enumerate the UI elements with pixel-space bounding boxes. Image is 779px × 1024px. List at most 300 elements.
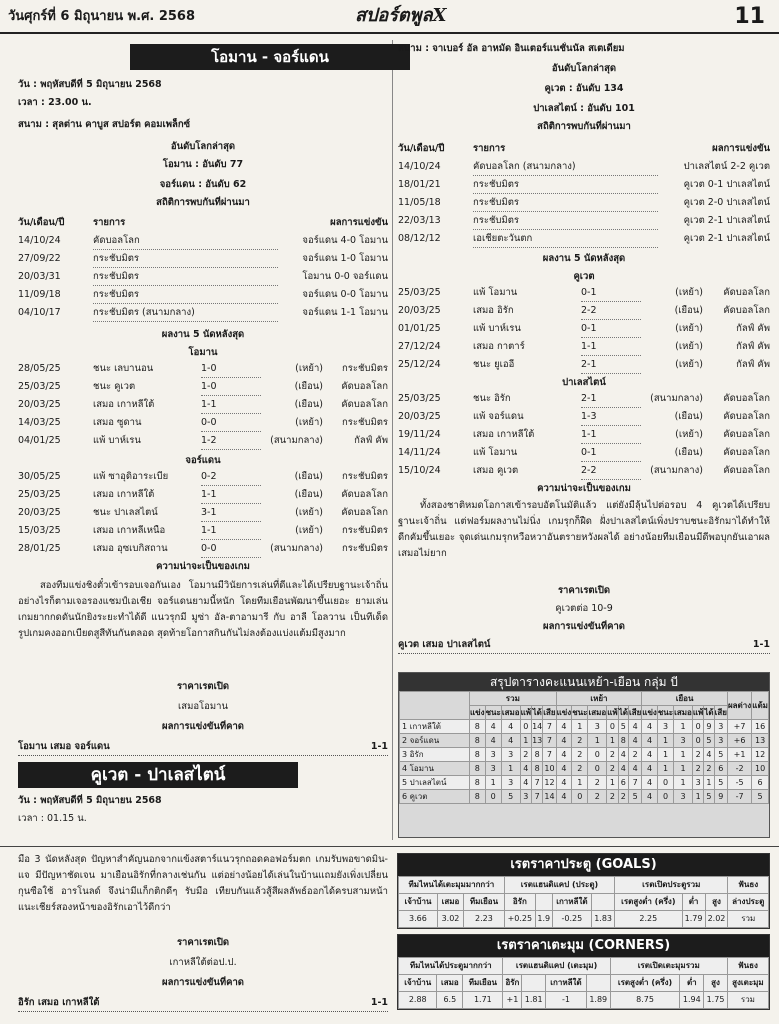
form-opponent: แพ้ จอร์แดน (473, 411, 524, 422)
form-opponent: แพ้ โอมาน (473, 447, 518, 458)
stat-cell: 4 (501, 720, 520, 734)
form-score: 1-1 (201, 396, 261, 414)
odds-sub-head: อิรัก (504, 894, 535, 911)
form-competition: กัลฟ์ คัพ (736, 359, 770, 370)
prediction (18, 738, 388, 756)
sub-head: เสีย (714, 706, 727, 720)
form-date: 25/03/25 (18, 381, 61, 392)
form-competition: กัลฟ์ คัพ (354, 435, 388, 446)
form-venue: (เยือน) (674, 447, 703, 458)
h2h-row (398, 158, 770, 176)
form-venue: (เยือน) (294, 399, 323, 410)
table-row (400, 762, 769, 776)
table-row (400, 790, 769, 804)
form-date: 20/03/25 (18, 399, 61, 410)
rank-title: อันดับโลกล่าสุด (170, 141, 236, 152)
form-opponent: แพ้ ซาอุดิอาระเบีย (93, 471, 169, 482)
goals-title: เรตราคาประตู (GOALS) (398, 854, 769, 876)
form-venue: (สนามกลาง) (650, 393, 703, 404)
form-score: 1-0 (201, 378, 261, 396)
odds-group-head: เรตแฮนดิแคป (เตะมุม) (503, 958, 610, 975)
odds-cell: 6.5 (437, 992, 463, 1009)
stat-cell: 7 (543, 748, 556, 762)
form-score: 3-1 (201, 504, 261, 522)
stat-cell: 1 (704, 776, 714, 790)
prediction-title: ผลการแข่งขันที่คาด (162, 721, 244, 732)
h2h-competition: คัดบอลโลก (สนามกลาง) (473, 158, 658, 176)
form-venue: (เหย้า) (295, 363, 323, 374)
team-name: 6 คูเวต (400, 790, 470, 804)
form-date: 20/03/25 (398, 411, 441, 422)
stat-cell: -5 (727, 776, 751, 790)
h2h-header (18, 214, 388, 232)
h2h-head-comp: รายการ (93, 217, 126, 228)
group-head: รวม (470, 692, 557, 706)
h2h-competition: กระชับมิตร (473, 212, 658, 230)
form-score: 1-2 (201, 432, 261, 450)
h2h-result: จอร์แดน 1-1 โอมาน (302, 307, 388, 318)
odds-title: ราคาเรตเปิด (176, 681, 230, 692)
h2h-result: คูเวต 0-1 ปาเลสไตน์ (683, 179, 770, 190)
stat-cell: 4 (556, 790, 572, 804)
prediction-score: 1-1 (370, 741, 388, 752)
stat-cell: 3 (520, 790, 531, 804)
issue-date: วันศุกร์ที่ 6 มิถุนายน พ.ศ. 2568 (8, 9, 196, 24)
form-score: 2-1 (581, 356, 641, 374)
form-score: 2-2 (581, 462, 641, 480)
odds-sub-head (592, 894, 615, 911)
stat-cell: 6 (752, 776, 769, 790)
stat-cell: 3 (674, 734, 693, 748)
form-venue: (เหย้า) (295, 525, 323, 536)
stat-cell: 4 (628, 720, 641, 734)
stat-cell: 7 (532, 790, 543, 804)
form-venue: (เยือน) (674, 411, 703, 422)
h2h-result: จอร์แดน 1-0 โอมาน (302, 253, 388, 264)
odds-cell: 2.23 (464, 911, 505, 928)
form-venue: (สนามกลาง) (270, 543, 323, 554)
h2h-date: 22/03/13 (398, 215, 441, 226)
stat-cell: 2 (520, 748, 531, 762)
form-competition: คัดบอลโลก (341, 489, 388, 500)
odds-row (399, 992, 769, 1009)
stat-cell: 8 (470, 734, 486, 748)
stat-cell: 8 (532, 762, 543, 776)
form-row (18, 378, 388, 396)
odds-cell: 1.89 (586, 992, 610, 1009)
h2h-date: 18/01/21 (398, 179, 441, 190)
stat-cell: 2 (618, 790, 628, 804)
stat-cell: 12 (543, 776, 556, 790)
stat-cell: 0 (588, 748, 607, 762)
stat-cell: 4 (628, 734, 641, 748)
stat-cell: 0 (657, 790, 673, 804)
sub-head: แข่ง (470, 706, 486, 720)
h2h-competition: กระชับมิตร (473, 194, 658, 212)
stat-cell: 0 (485, 790, 501, 804)
odds-group-head: เรตเปิดเตะมุมรวม (610, 958, 727, 975)
form-row (398, 302, 770, 320)
page-header (0, 0, 779, 34)
group-head: เยือน (642, 692, 728, 706)
form-score: 0-2 (201, 468, 261, 486)
h2h-result: คูเวต 2-1 ปาเลสไตน์ (683, 233, 770, 244)
stat-cell: 1 (657, 748, 673, 762)
corners-title: เรตราคาเตะมุม (CORNERS) (398, 935, 769, 957)
form-score: 1-3 (581, 408, 641, 426)
odds-sub-head: เสมอ (437, 894, 463, 911)
stat-cell: 4 (618, 748, 628, 762)
form-row (398, 444, 770, 462)
rank-1-kuwait: คูเวต : อันดับ 134 (544, 83, 624, 94)
odds-sub-head: สูง (705, 894, 728, 911)
stat-cell: 1 (692, 790, 703, 804)
form-list-b-kuwait (398, 390, 770, 480)
stat-cell: 2 (588, 776, 607, 790)
stat-cell: 10 (752, 762, 769, 776)
sub-head: ชนะ (485, 706, 501, 720)
stat-cell: 4 (485, 734, 501, 748)
h2h-list (18, 232, 388, 322)
stat-cell: 4 (642, 720, 658, 734)
logo: สปอร์ตพูลX (355, 5, 447, 26)
sub-head: ได้ (532, 706, 543, 720)
h2h-competition: กระชับมิตร (93, 268, 278, 286)
stat-cell: 1 (657, 734, 673, 748)
stat-cell: 4 (642, 776, 658, 790)
odds-cell: 1.81 (522, 992, 546, 1009)
form-competition: คัดบอลโลก (723, 429, 770, 440)
stat-cell: 5 (618, 720, 628, 734)
odds-cell: 8.75 (610, 992, 680, 1009)
form-score: 2-1 (581, 390, 641, 408)
stat-cell: 3 (657, 720, 673, 734)
form-date: 25/03/25 (398, 287, 441, 298)
form-row (398, 320, 770, 338)
stat-cell: 1 (674, 748, 693, 762)
sub-head: เสมอ (588, 706, 607, 720)
stat-cell: 1 (607, 776, 618, 790)
stat-cell: 3 (674, 790, 693, 804)
odds-value: เสมอโอมาน (178, 701, 228, 712)
stat-cell: 14 (543, 790, 556, 804)
stat-cell: 3 (588, 720, 607, 734)
stat-cell: 4 (556, 762, 572, 776)
odds-cell: -0.25 (552, 911, 591, 928)
iraq-korea-text: มือ 3 นัดหลังสุด ปัญหาสำคัญนอกจากแข้งสตาร์แนวรุกถอดคอฟอร์มตก เกมรับพอขาดมิน-แจ มีปัญหาชัดเจน มาเยือนอิรักที่กลางเช่นกัน แต่อย่างน้อยได้เล่นในบ้านแถมยังเพิ่งเปลี่ยนกุนซือใช้ อารโนลด์ จึงน่ามีแก็กติกดีๆ รับมือ เทียบกันแล้วสู้สีผลลัพธ์ออกได้ครบสามหน้า แนะเชียร์สองหน้าของอิรักเอาไว้ดีกว่า (18, 854, 388, 913)
form-competition: กระชับมิตร (342, 543, 388, 554)
form-date: 01/01/25 (398, 323, 441, 334)
h2h-result: โอมาน 0-0 จอร์แดน (302, 271, 388, 282)
sub-head: ได้ (618, 706, 628, 720)
h2h-list-kuwait (398, 158, 770, 248)
form-date: 15/10/24 (398, 465, 441, 476)
form-score: 1-1 (581, 338, 641, 356)
odds-row (399, 911, 769, 928)
odds-sub-head: เกาหลีใต้ (552, 894, 591, 911)
match-title-kuwait: คูเวต - ปาเลสไตน์ (18, 762, 298, 788)
form-row (18, 504, 388, 522)
table-row (400, 720, 769, 734)
odds-cell: 1.79 (682, 911, 705, 928)
form-row (18, 414, 388, 432)
prediction-kuwait (398, 636, 770, 654)
stat-cell: 2 (572, 734, 588, 748)
stat-cell: 3 (501, 748, 520, 762)
team-name: 2 จอร์แดน (400, 734, 470, 748)
stat-cell: 5 (501, 790, 520, 804)
stat-cell: 2 (572, 748, 588, 762)
stat-cell: 7 (628, 776, 641, 790)
odds-cell: 1.9 (535, 911, 552, 928)
stat-cell: 5 (704, 790, 714, 804)
stat-cell: 9 (714, 790, 727, 804)
h2h-row (398, 212, 770, 230)
odds-cell: 2.25 (615, 911, 683, 928)
stat-cell: 2 (607, 762, 618, 776)
odds-sub-head: เจ้าบ้าน (399, 975, 437, 992)
stat-cell: 4 (704, 748, 714, 762)
h2h-date: 14/10/24 (18, 235, 61, 246)
odds-sub-head: สูง (704, 975, 728, 992)
h2h-head-result: ผลการแข่งขัน (712, 143, 770, 154)
h2h-date: 11/09/18 (18, 289, 61, 300)
odds-sub-head: เสมอ (437, 975, 463, 992)
h2h-head-date: วัน/เดือน/ปี (18, 217, 65, 228)
odds-sub-head: เกาหลีใต้ (546, 975, 587, 992)
team-name: 4 โอมาน (400, 762, 470, 776)
h2h-competition: เอเชียตะวันตก (473, 230, 658, 248)
form-opponent: เสมอ คูเวต (473, 465, 519, 476)
stat-cell: 3 (485, 762, 501, 776)
form-opponent: ชนะ อิรัก (473, 393, 511, 404)
match-iraq-korea (18, 852, 388, 1012)
stat-cell: 4 (642, 748, 658, 762)
stat-cell: 6 (714, 762, 727, 776)
prediction-score: 1-1 (752, 639, 770, 650)
h2h-row (398, 230, 770, 248)
stat-cell: +7 (727, 720, 751, 734)
sub-head: แพ้ (520, 706, 531, 720)
form-date: 20/03/25 (398, 305, 441, 316)
form-row (398, 284, 770, 302)
h2h-title-kuwait: สถิติการพบกันที่ผ่านมา (537, 121, 631, 132)
stat-cell: 10 (543, 762, 556, 776)
form-date: 25/03/25 (398, 393, 441, 404)
sub-head: เสมอ (674, 706, 693, 720)
odds-title-iraq: ราคาเรตเปิด (176, 937, 230, 948)
h2h-date: 20/03/31 (18, 271, 61, 282)
odds-group-head: เรตเปิดประตูรวม (615, 877, 728, 894)
form-opponent: แพ้ โอมาน (473, 287, 518, 298)
stat-cell: 4 (556, 734, 572, 748)
stat-cell: 2 (607, 748, 618, 762)
analysis-text: สองทีมแข่งชิงตั๋วเข้ารอบเจอกันเอง โอมานมีวินัยการเล่นที่ดีและได้เปรียบฐานะเจ้าถิ่น อย่างไรก็ตามเจอรองแชมป์เอเชีย จอร์แดนยามนี้หนัก โดยทีมเยือนพัฒนาขึ้นเยอะ ยามเล่นเกมยากกดดันนักยิงระยะทำได้ดี แนวรุกมี มูซ่า อัล-ตาอามารี กับ อาลี โอลวาน เป็นทีเด็ด รูปเกมคงออกเบียดสูสีทันกันตลอด สุดท้ายโอกาสกินกันไม่ลงต้องแบ่งแต้มมีสูงมาก (18, 580, 388, 639)
stat-cell: 1 (674, 776, 693, 790)
odds-sub-head: เจ้าบ้าน (399, 894, 438, 911)
form-score: 0-1 (581, 444, 641, 462)
last5-title-kuwait: ผลงาน 5 นัดหลังสุด (542, 253, 626, 264)
odds-sub-head: ทีมเยือน (463, 975, 503, 992)
stat-cell: 2 (588, 790, 607, 804)
h2h-competition: กระชับมิตร (93, 250, 278, 268)
form-score: 1-0 (201, 360, 261, 378)
h2h-date: 27/09/22 (18, 253, 61, 264)
stat-cell: 8 (470, 762, 486, 776)
stat-cell: 2 (704, 762, 714, 776)
h2h-row (18, 286, 388, 304)
stat-cell: 0 (520, 720, 531, 734)
form-competition: กระชับมิตร (342, 417, 388, 428)
stat-cell: 1 (572, 720, 588, 734)
odds-cell: 3.02 (437, 911, 463, 928)
match-day-kuwait: วัน : พฤหัสบดีที่ 5 มิถุนายน 2568 (18, 795, 162, 806)
stat-cell: 13 (532, 734, 543, 748)
form-opponent: เสมอ เกาหลีเหนือ (93, 525, 166, 536)
stat-cell: 0 (572, 790, 588, 804)
stat-cell: 8 (470, 748, 486, 762)
stat-cell: 5 (628, 790, 641, 804)
sub-head: เสีย (543, 706, 556, 720)
form-row (18, 486, 388, 504)
team-name: 5 ปาเลสไตน์ (400, 776, 470, 790)
extra-head: แต้ม (752, 692, 769, 720)
form-date: 28/05/25 (18, 363, 61, 374)
form-list-b (18, 468, 388, 558)
sub-head: เสีย (628, 706, 641, 720)
odds-value-kuwait: คูเวตต่อ 10-9 (555, 603, 613, 614)
h2h-row (18, 250, 388, 268)
stat-cell: 12 (752, 748, 769, 762)
form-date: 14/03/25 (18, 417, 61, 428)
prediction-text: โอมาน เสมอ จอร์แดน (18, 741, 110, 752)
form-competition: คัดบอลโลก (723, 465, 770, 476)
odds-sub-head: เรตสูงต่ำ (ครึ่ง) (610, 975, 680, 992)
odds-sub-head: ทีมเยือน (464, 894, 505, 911)
odds-cell: 1.71 (463, 992, 503, 1009)
analysis-text-kuwait: ทั้งสองชาติหมดโอกาสเข้ารอบอัตโนมัติแล้ว แต่ยังมีลุ้นไปต่อรอบ 4 คูเวตได้เปรียบฐานะเจ้าถิ่น แต่ฟอร์มผลงานไม่นิ่ง เกมรุกก็ฝืด ฝั่งปาเลสไตน์เพิ่งปราบชนะอิรักมาได้ทำให้ดีกคัมขึ้นเยอะ จุดเด่นเกมรุกหวือหวาอันตรายหวังผลได้ อย่างน้อยทีมเยือนมีดีพอบุกยันเอาผลเสมอไม่ยาก (398, 500, 770, 559)
odds-cell: 3.66 (399, 911, 438, 928)
corners-table (398, 957, 769, 1009)
odds-sub-head (586, 975, 610, 992)
sub-head: แข่ง (642, 706, 658, 720)
form-date: 27/12/24 (398, 341, 441, 352)
stat-cell: 1 (520, 734, 531, 748)
venue-kuwait: สนาม : จาเบอร์ อัล อาหมัด อินเตอร์แนชั่นนัล สเตเดียม (398, 43, 625, 54)
form-list-a (18, 360, 388, 450)
stat-cell: 2 (628, 748, 641, 762)
form-competition: คัดบอลโลก (341, 507, 388, 518)
group-b-standings (398, 672, 770, 838)
form-venue: (เหย้า) (675, 287, 703, 298)
stat-cell: 8 (618, 734, 628, 748)
form-row (18, 540, 388, 558)
form-opponent: ชนะ ยูเออี (473, 359, 515, 370)
form-competition: กระชับมิตร (342, 363, 388, 374)
stat-cell: 4 (556, 776, 572, 790)
form-date: 14/11/24 (398, 447, 441, 458)
odds-cell: +0.25 (504, 911, 535, 928)
stat-cell: 3 (714, 720, 727, 734)
odds-group-head: ทีมไหนได้ประตูมากกว่า (399, 958, 503, 975)
stat-cell: 0 (692, 734, 703, 748)
sub-head: แข่ง (556, 706, 572, 720)
stat-cell: 1 (607, 734, 618, 748)
team-b-name-kuwait: ปาเลสไตน์ (562, 377, 606, 388)
stat-cell: 7 (543, 734, 556, 748)
form-row (398, 426, 770, 444)
form-opponent: เสมอ อิรัก (473, 305, 514, 316)
h2h-result: คูเวต 2-1 ปาเลสไตน์ (683, 215, 770, 226)
stat-cell: 14 (532, 720, 543, 734)
form-competition: กัลฟ์ คัพ (736, 323, 770, 334)
h2h-result: คูเวต 2-0 ปาเลสไตน์ (683, 197, 770, 208)
stat-cell: 5 (714, 748, 727, 762)
h2h-row (18, 268, 388, 286)
odds-cell: 2.88 (399, 992, 437, 1009)
extra-head: ผลต่าง (727, 692, 751, 720)
form-row (398, 356, 770, 374)
stat-cell: 1 (674, 720, 693, 734)
form-score: 1-1 (581, 426, 641, 444)
table-row (400, 776, 769, 790)
team-b-name: จอร์แดน (185, 455, 221, 466)
form-date: 25/03/25 (18, 489, 61, 500)
form-competition: คัดบอลโลก (723, 411, 770, 422)
h2h-row (398, 194, 770, 212)
h2h-head-date: วัน/เดือน/ปี (398, 143, 445, 154)
stat-cell: 4 (556, 720, 572, 734)
h2h-result: ปาเลสไตน์ 2-2 คูเวต (683, 161, 770, 172)
stat-cell: 8 (532, 748, 543, 762)
stat-cell: 5 (704, 734, 714, 748)
form-date: 25/12/24 (398, 359, 441, 370)
h2h-title: สถิติการพบกันที่ผ่านมา (156, 197, 250, 208)
stat-cell: 5 (714, 776, 727, 790)
form-competition: คัดบอลโลก (341, 399, 388, 410)
form-competition: คัดบอลโลก (341, 381, 388, 392)
stat-cell: 3 (485, 748, 501, 762)
odds-group-head: เรตแฮนดิแคป (ประตู) (504, 877, 614, 894)
table-row (400, 748, 769, 762)
odds-cell: รวม (728, 911, 769, 928)
stat-cell: 2 (692, 762, 703, 776)
form-venue: (เยือน) (674, 305, 703, 316)
h2h-result: จอร์แดน 4-0 โอมาน (302, 235, 388, 246)
h2h-row (398, 176, 770, 194)
form-competition: คัดบอลโลก (723, 393, 770, 404)
stat-cell: 4 (520, 762, 531, 776)
form-venue: (เหย้า) (295, 507, 323, 518)
stat-cell: 1 (501, 762, 520, 776)
stat-cell: 0 (588, 762, 607, 776)
h2h-head-result: ผลการแข่งขัน (330, 217, 388, 228)
odds-sub-head: ล่างประตู (728, 894, 769, 911)
stat-cell: 0 (692, 720, 703, 734)
stat-cell: 3 (714, 734, 727, 748)
stat-cell: 3 (501, 776, 520, 790)
group-head: เหย้า (556, 692, 642, 706)
match-time-kuwait: เวลา : 01.15 น. (18, 813, 87, 824)
form-row (398, 338, 770, 356)
form-competition: กระชับมิตร (342, 525, 388, 536)
stat-cell: 5 (752, 790, 769, 804)
h2h-competition: กระชับมิตร (473, 176, 658, 194)
rank-title-kuwait: อันดับโลกล่าสุด (551, 63, 617, 74)
form-competition: กัลฟ์ คัพ (736, 341, 770, 352)
team-a-name: โอมาน (188, 347, 218, 358)
rank-2-kuwait: ปาเลสไตน์ : อันดับ 101 (533, 103, 635, 114)
